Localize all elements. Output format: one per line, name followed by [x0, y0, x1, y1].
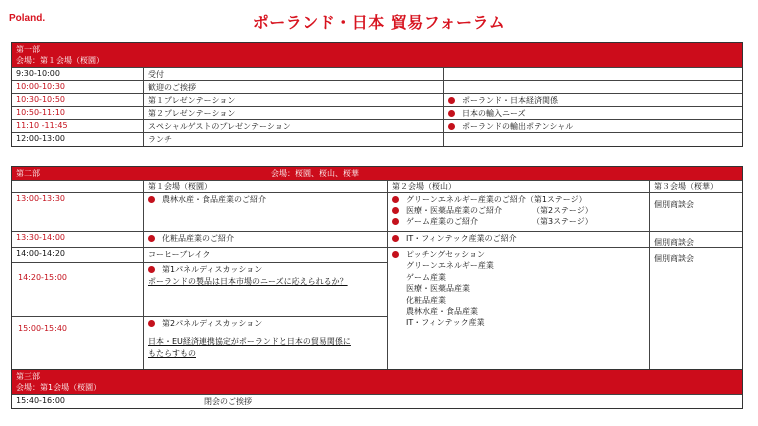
time-cell: 10:00-10:30 — [16, 82, 65, 91]
pitch-item: グリーンエネルギー産業 — [406, 261, 494, 271]
table-header-row — [12, 180, 742, 192]
time-cell: 14:20-15:00 — [12, 262, 143, 316]
part3-section — [11, 369, 743, 409]
room1-cell — [144, 316, 387, 375]
session-title: 化粧品産業のご紹介 — [162, 234, 234, 243]
note-cell — [443, 81, 742, 93]
table-row — [12, 93, 742, 106]
page-title: ポーランド・日本 貿易フォーラム — [252, 13, 506, 32]
time-cell: 15:40-16:00 — [16, 396, 65, 405]
session-title: 農林水産・食品産業のご紹介 — [162, 195, 266, 204]
session-title: ゲーム産業のご紹介 — [406, 217, 478, 226]
time-header-cell — [12, 181, 143, 192]
time-cell: 11:10 -11:45 — [16, 121, 68, 130]
bullet-icon — [392, 196, 399, 203]
note-text: ポーランドの輸出ポテンシャル — [462, 122, 574, 131]
room1-cell: コーヒーブレイク — [144, 247, 387, 262]
table-row — [12, 67, 742, 80]
note-cell — [443, 133, 742, 146]
time-cell: 13:00-13:30 — [16, 194, 65, 203]
panel-title: 第1パネルディスカッション — [162, 265, 263, 274]
time-cell: 15:00-15:40 — [12, 316, 143, 375]
time-cell: 10:30-10:50 — [16, 95, 65, 104]
pitch-item: IT・フィンテック産業 — [406, 318, 485, 328]
time-cell: 13:30-14:00 — [12, 231, 143, 247]
time-cell: 12:00-13:00 — [16, 134, 65, 143]
pitch-item: 農林水産・食品産業 — [406, 307, 478, 317]
session-title: 医療・医薬品産業のご紹介 — [406, 206, 502, 215]
bullet-icon — [448, 97, 455, 104]
note-cell — [443, 107, 742, 119]
event-cell: 第２プレゼンテーション — [143, 107, 443, 119]
part1-name: 第一部 — [16, 45, 40, 54]
pitch-item: 化粧品産業 — [406, 295, 446, 305]
bullet-icon — [148, 266, 155, 273]
room1-cell — [144, 231, 387, 247]
bullet-icon — [148, 235, 155, 242]
part3-venue: 会場：第1会場（桜園） — [16, 383, 102, 392]
part1-header — [12, 43, 742, 67]
part2-name: 第二部 — [16, 169, 40, 178]
part2-header — [12, 167, 742, 180]
part3-header — [12, 370, 742, 394]
room1-column — [143, 193, 387, 375]
part2-section — [11, 166, 743, 376]
time-cell: 9:30-10:00 — [16, 69, 60, 78]
col-header-room2: 第２会場（桜山） — [387, 181, 649, 192]
event-cell: 歓迎のご挨拶 — [143, 81, 443, 93]
room2-column — [387, 193, 649, 375]
event-cell: 閉会のご挨拶 — [204, 397, 252, 406]
bullet-icon — [148, 320, 155, 327]
time-cell: 10:50-11:10 — [16, 108, 65, 117]
session-title: グリーンエネルギー産業のご紹介（第1ステージ） — [406, 195, 587, 204]
event-cell: 第１プレゼンテーション — [143, 94, 443, 106]
pitch-title: ピッチングセッション — [406, 250, 485, 259]
panel-topic: 日本・EU経済連携協定がポーランドと日本の貿易関係に — [148, 337, 351, 346]
stage-label: （第2ステージ） — [532, 206, 593, 215]
part1-venue: 会場：第１会場（桜園） — [16, 56, 104, 65]
room1-cell — [144, 193, 387, 231]
panel-topic: ポーランドの製品は日本市場のニーズに応えられるか？ — [148, 277, 348, 286]
part2-grid — [12, 192, 742, 375]
bullet-icon — [392, 235, 399, 242]
note-cell — [443, 68, 742, 80]
room3-cell: 個別商談会 — [654, 200, 694, 209]
brand-logo: Poland. — [9, 13, 46, 24]
panel-topic: もたらすもの — [148, 349, 196, 358]
bullet-icon — [148, 196, 155, 203]
room2-cell — [388, 193, 649, 231]
bullet-icon — [448, 123, 455, 130]
part2-venue: 会場：桜園、桜山、桜華 — [271, 169, 359, 178]
col-header-room3: 第３会場（桜華） — [649, 181, 742, 192]
bullet-icon — [392, 251, 399, 258]
room3-cell: 個別商談会 — [650, 247, 742, 375]
room2-cell — [388, 247, 649, 375]
note-cell — [443, 94, 742, 106]
table-row — [12, 119, 742, 132]
bullet-icon — [392, 207, 399, 214]
part1-section — [11, 42, 743, 147]
table-row — [12, 106, 742, 119]
pitch-item: ゲーム産業 — [406, 272, 446, 282]
room1-cell — [144, 262, 387, 316]
room3-column — [649, 193, 742, 375]
note-cell — [443, 120, 742, 132]
time-column — [12, 193, 143, 375]
bullet-icon — [392, 218, 399, 225]
table-row — [12, 80, 742, 93]
col-header-room1: 第１会場（桜園） — [143, 181, 387, 192]
note-text: ポーランド・日本経済関係 — [462, 96, 558, 105]
event-cell: 受付 — [143, 68, 443, 80]
event-cell: スペシャルゲストのプレゼンテーション — [143, 120, 443, 132]
time-cell: 14:00-14:20 — [12, 247, 143, 262]
room2-cell — [388, 231, 649, 247]
table-row — [12, 132, 742, 146]
stage-label: （第3ステージ） — [532, 217, 593, 226]
room3-cell: 個別商談会 — [650, 231, 742, 247]
table-row — [12, 394, 742, 408]
bullet-icon — [448, 110, 455, 117]
part3-name: 第三部 — [16, 372, 40, 381]
pitch-item: 医療・医薬品産業 — [406, 284, 470, 294]
note-text: 日本の輸入ニーズ — [462, 109, 526, 118]
event-cell: ランチ — [143, 133, 443, 146]
session-title: IT・フィンテック産業のご紹介 — [406, 234, 517, 243]
panel-title: 第2パネルディスカッション — [162, 319, 263, 328]
